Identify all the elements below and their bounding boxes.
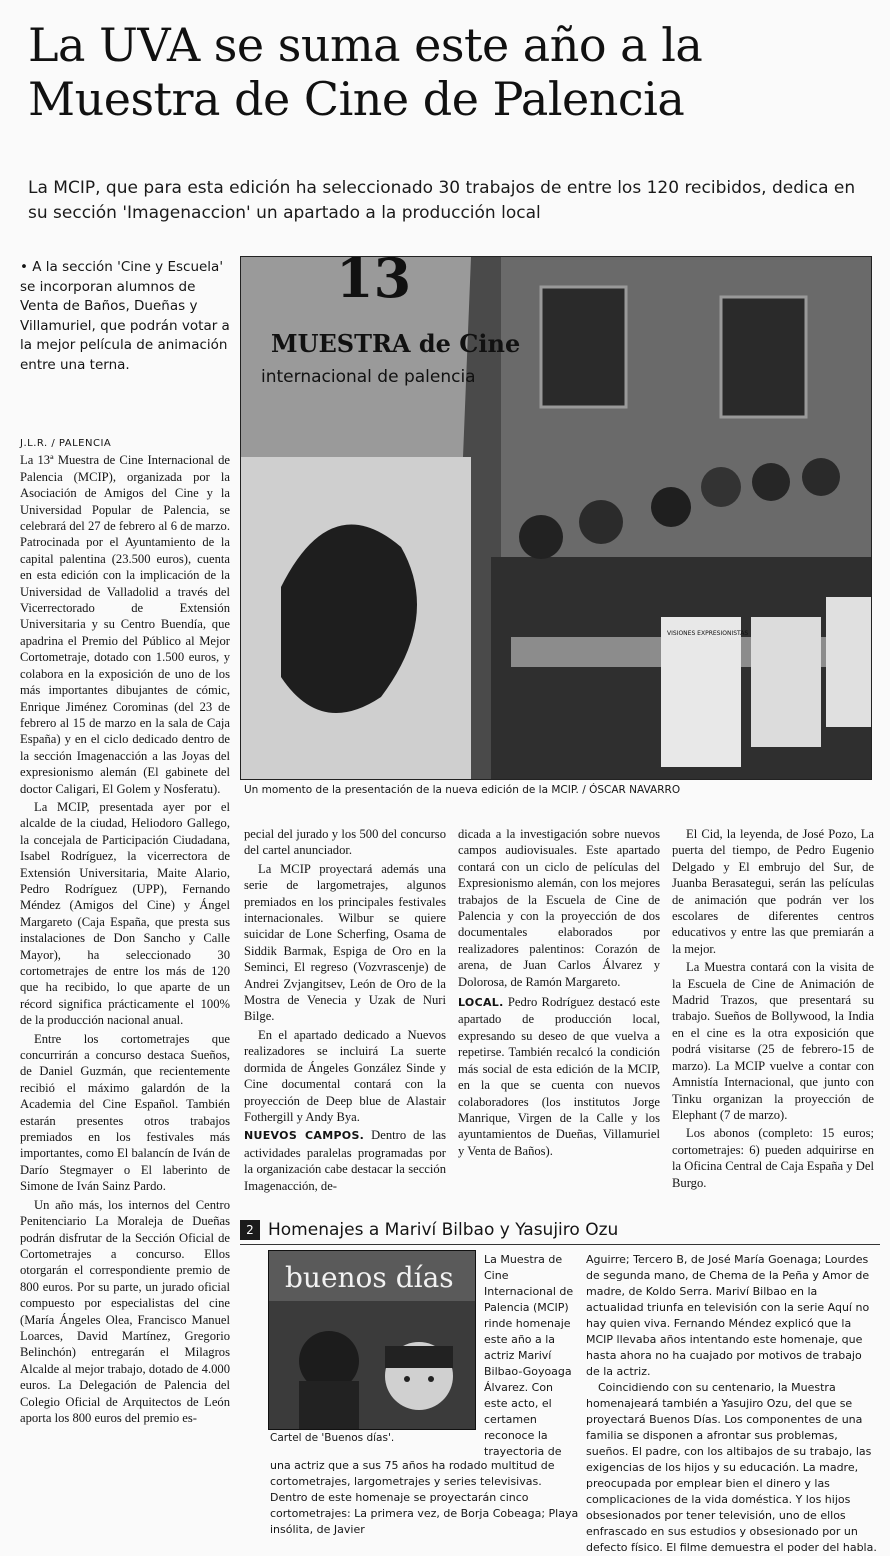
col1-paragraph-2: La MCIP, presentada ayer por el alcalde de la ciudad, Heliodoro Gallego, la concejala de Participación Ciudadana, Isabel Rodríguez, la vicerrectora de Extensión Universitaria, Maite Alario, Pedro Rodríguez (UPP), Fernando Méndez (Amigos del Cine) y Ángel Margareto (Caja España, que presta sus instalaciones de Don Sancho y Calle Mayor), ha seleccionado 30 cortometrajes de entre los más de 120 que ha recibido, lo que aparte de un récord significa prácticamente el 100% de la producción nacional anual.	[20, 799, 230, 1028]
headline-line-1: La UVA se suma este año a la	[28, 18, 703, 72]
kicker-nuevos-campos: NUEVOS CAMPOS.	[244, 1129, 365, 1143]
col1-paragraph-4: Un año más, los internos del Centro Penitenciario La Moraleja de Dueñas podrán disfrutar de la Sección Oficial de Cortometrajes a concurso. Ellos otorgarán el correspondiente premio de 800 euros. Por su parte, un jurado oficial compuesto por especialistas del cine (María Ángeles Olea, Francisco Manuel Loarces, David Martínez, Gregorio Belinchón) entregarán el Milagros Alcalde al mejor trabajo, dotado de 4.000 euros. La Delegación de Palencia del Colegio Oficial de Arquitectos de León aporta los 800 euros del premio es-	[20, 1197, 230, 1425]
sign-internacional: internacional de palencia	[261, 367, 476, 387]
box-divider	[240, 1244, 880, 1245]
byline: J.L.R. / PALENCIA	[20, 438, 112, 449]
column-2	[244, 826, 446, 1196]
col2-paragraph-2: La MCIP proyectará además una serie de largometrajes, algunos premiados en los principales festivales internacionales. Wilbur se quiere suicidar de Lone Scherfing, Osama de Siddik Barmak, Espiga de Oro en la Seminci, El regreso (Vozvrascenje) de Andrei Zvjangitsev, León de Oro de la Mostra de Venecia y Uzak de Nuri Bilge.	[244, 861, 446, 1024]
headline	[28, 18, 878, 126]
col1-paragraph-3: Entre los cortometrajes que concurrirán a concurso destaca Sueños, de Daniel Guzmán, que recientemente recibió el máximo galardón de la Academia del Cine Español. También estarán presentes otros trabajos premiados en los festivales más importantes, como El balancín de Iván de Darío Stegmayer o El laberinto de Simone de Iván Sainz Pardo.	[20, 1031, 230, 1194]
banner-text: VISIONES EXPRESIONISTAS	[667, 630, 749, 637]
lead-bullet: • A la sección 'Cine y Escuela' se incorporan alumnos de Venta de Baños, Dueñas y Villamuriel, que podrán votar a la mejor película de animación entre una terna.	[20, 259, 230, 373]
box-title	[240, 1218, 880, 1242]
column-4	[672, 826, 874, 1193]
column-1	[20, 436, 230, 1428]
sign-number: 13	[336, 257, 412, 310]
box-bottom-text: una actriz que a sus 75 años ha rodado multitud de cortometrajes, largometrajes y series televisivas. Dentro de este homenaje se proyectarán cinco cortometrajes: La primera vez, de Borja Cobeaga; Playa insólita, de Javier	[270, 1459, 579, 1536]
box-title-text: Homenajes a Mariví Bilbao y Yasujiro Ozu	[268, 1220, 619, 1240]
box-side-text: La Muestra de Cine Internacional de Palencia (MCIP) rinde homenaje este año a la actriz Mariví Bilbao-Goyoaga Álvarez. Con este acto, el certamen reconoce la trayectoria de	[484, 1253, 574, 1458]
box-bottom-column	[270, 1458, 580, 1538]
col2-paragraph-4: Dentro de las actividades paralelas programadas por la organización cabe destacar la sección Imagenacción, de-	[244, 1128, 446, 1193]
poster-caption: Cartel de 'Buenos días'.	[270, 1432, 395, 1444]
subheadline: La MCIP, que para esta edición ha seleccionado 30 trabajos de entre los 120 recibidos, dedica en su sección 'Imagenaccion' un apartado a la producción local	[28, 178, 856, 223]
buenos-dias-poster	[268, 1250, 476, 1430]
box-right-paragraph-1: Aguirre; Tercero B, de José María Goenaga; Lourdes de segunda mano, de Chema de la Peña y Amor de madre, de Koldo Serra. Mariví Bilbao en la actualidad triunfa en televisión con la serie Aquí no hay quien viva. Fernando Méndez explicó que la MCIP llevaba años intentando este homenaje, que hasta ahora no ha cuajado por motivos de trabajo de la actriz.	[586, 1253, 870, 1378]
photo-caption: Un momento de la presentación de la nueva edición de la MCIP. / ÓSCAR NAVARRO	[244, 784, 681, 796]
box-right-paragraph-2: Coincidiendo con su centenario, la Muestra homenajeará también a Yasujiro Ozu, del que se proyectará Buenos Días. Los componentes de una familia se disponen a afrontar sus problemas, sueños. El padre, con los altibajos de su trabajo, las exigencias de los hijos y su educación. La madre, preocupada por emplear bien el dinero y las complicaciones de la vida doméstica. Y los hijos obsesionados por tener televisión, uno de ellos enfrascado en sus estudios y obsesionado por un defecto físico. El filme demuestra el poder del habla.	[586, 1381, 877, 1554]
col1-paragraph-1: La 13ª Muestra de Cine Internacional de Palencia (MCIP), organizada por la Asociación de Amigos del Cine y la Universidad Popular de Palencia, se celebrará del 27 de febrero al 6 de marzo. Patrocinada por el Ayuntamiento de la capital palentina (23.500 euros), cuenta en esta edición con la implicación de la Universidad de Valladolid a través del Vicerrectorado de Extensión Universitaria y su Centro Buendía, que apadrina el Premio del Público al Mejor Cortometraje, dotado con 1.500 euros, y colabora en la exposición de uno de los más importantes dibujantes de cómic, Enrique Jiménez Corominas (del 23 de febrero al 15 de marzo en la sala de Caja España) y en el ciclo dedicado dentro de la sección Imagenacción a las Joyas del expresionismo alemán (El gabinete del doctor Caligari, El Golem y Nosferatu).	[20, 453, 230, 796]
box-number-badge: 2	[240, 1220, 260, 1240]
photo-illustration	[241, 257, 871, 779]
col3-paragraph-1: dicada a la investigación sobre nuevos campos audiovisuales. Este apartado contará con un ciclo de películas del Expresionismo alemán, con los mejores trabajos de la Escuela de Cine de Palencia y con la proyección de dos documentales elaborados por realizadores palentinos: Corazón de arena, de Juan Carlos Álvarez y Dolorosa, de Ramón Margareto.	[458, 827, 660, 989]
col4-paragraph-2: La Muestra contará con la visita de la Escuela de Cine de Animación de Madrid Trazos, que presentará su trabajo. Sueños de Bollywood, la India en el cine es la otra exposición que podrá visitarse (25 de febrero-15 de marzo). La MCIP vuelve a contar con Amnistía Internacional, que junto con Tinku organizan la proyección de Elephant (7 de marzo).	[672, 960, 874, 1122]
box-right-column	[586, 1252, 878, 1556]
press-conference-photo	[240, 256, 872, 780]
headline-line-2: Muestra de Cine de Palencia	[28, 72, 685, 126]
col4-paragraph-3: Los abonos (completo: 15 euros; cortometrajes: 6) pueden adquirirse en la Oficina Central de Caja España y Del Burgo.	[672, 1126, 874, 1190]
kicker-local: LOCAL.	[458, 996, 504, 1010]
col4-paragraph-1: El Cid, la leyenda, de José Pozo, La puerta del tiempo, de Pedro Eugenio Delgado y El embrujo del Sur, de Juanba Berasategui, serán las películas de animación que podrán ver los escolares de diferentes centros educativos y entre las que premiarán a la mejor.	[672, 827, 874, 956]
sign-muestra: MUESTRA de Cine	[271, 329, 521, 358]
column-3	[458, 826, 660, 1161]
box-side-column	[484, 1252, 578, 1460]
col3-paragraph-2: Pedro Rodríguez destacó este apartado de producción local, expresando su deseo de que vuelva a repetirse. También recalcó la condición más social de esta edición de la MCIP, en la que se cuenta con nuevos colaboradores (los institutos Jorge Manrique, Virgen de la Calle y los ayuntamientos de Dueñas, Villamuriel y Venta de Baños).	[458, 995, 660, 1158]
poster-illustration	[269, 1251, 475, 1429]
col2-paragraph-3: En el apartado dedicado a Nuevos realizadores se incluirá La suerte dormida de Ángeles González Sinde y Cine documental contará con la proyección de Deep blue de Alastair Fothergill y Andy Bya.	[244, 1027, 446, 1124]
col2-paragraph-1: pecial del jurado y los 500 del concurso del cartel anunciador.	[244, 827, 446, 858]
poster-title: buenos días	[285, 1261, 454, 1294]
